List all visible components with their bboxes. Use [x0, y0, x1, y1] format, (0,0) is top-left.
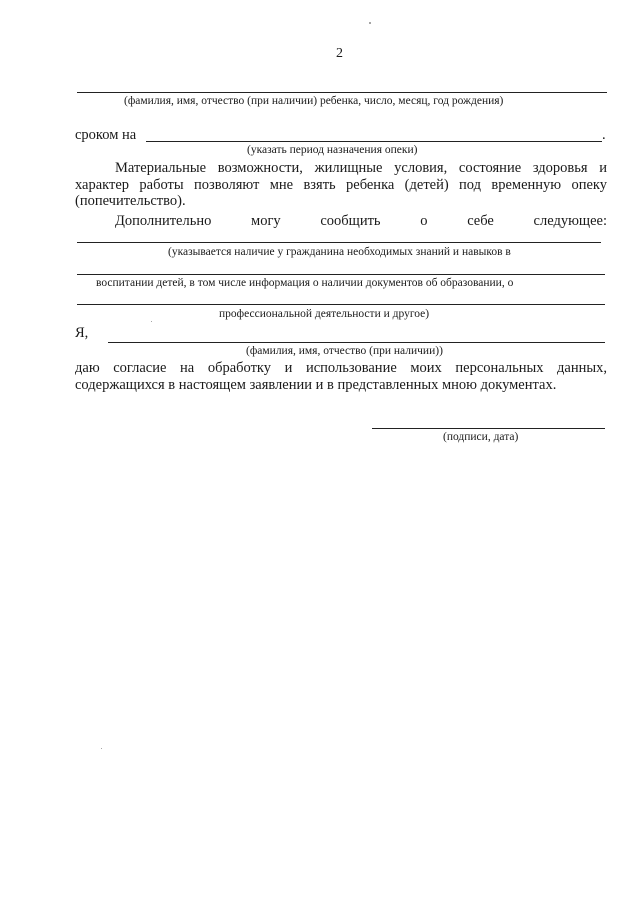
- signature-line: [372, 428, 605, 429]
- term-end: .: [602, 127, 606, 143]
- scan-speck: [151, 321, 152, 322]
- consent-prefix: Я,: [75, 325, 89, 341]
- knowledge-line-1: [77, 242, 601, 243]
- knowledge-line-3: [77, 304, 605, 305]
- additional-word: о: [420, 213, 428, 229]
- additional-word: могу: [251, 213, 281, 229]
- additional-word: Дополнительно: [115, 213, 212, 229]
- consent-paragraph: даю согласие на обработку и использование моих персональных данных, содержащихся в настоящем заявлении и в представленных мною документах.: [75, 360, 607, 393]
- additional-word: себе: [467, 213, 494, 229]
- knowledge-caption-3: профессиональной деятельности и другое): [219, 308, 430, 320]
- term-label: сроком на: [75, 127, 137, 143]
- consent-name-line: [108, 342, 605, 343]
- term-caption: (указать период назначения опеки): [247, 144, 418, 156]
- signature-caption: (подписи, дата): [443, 431, 519, 443]
- child-name-line: [77, 92, 607, 93]
- scan-speck: [101, 748, 102, 749]
- knowledge-caption-2: воспитании детей, в том числе информация о наличии документов об образовании, о: [96, 277, 514, 289]
- material-paragraph: Материальные возможности, жилищные условия, состояние здоровья и характер работы позволяют мне взять ребенка (детей) под временную опеку (попечительство).: [75, 160, 607, 209]
- consent-name-caption: (фамилия, имя, отчество (при наличии)): [246, 345, 443, 357]
- additional-word: следующее:: [533, 213, 607, 229]
- knowledge-caption-1: (указывается наличие у гражданина необходимых знаний и навыков в: [168, 246, 511, 258]
- additional-info-row: [75, 213, 607, 230]
- term-line: [146, 141, 602, 142]
- additional-word: сообщить: [320, 213, 381, 229]
- child-name-caption: (фамилия, имя, отчество (при наличии) ребенка, число, месяц, год рождения): [124, 95, 504, 107]
- scan-speck: [369, 22, 371, 24]
- knowledge-line-2: [77, 274, 605, 275]
- page-number: 2: [336, 46, 343, 61]
